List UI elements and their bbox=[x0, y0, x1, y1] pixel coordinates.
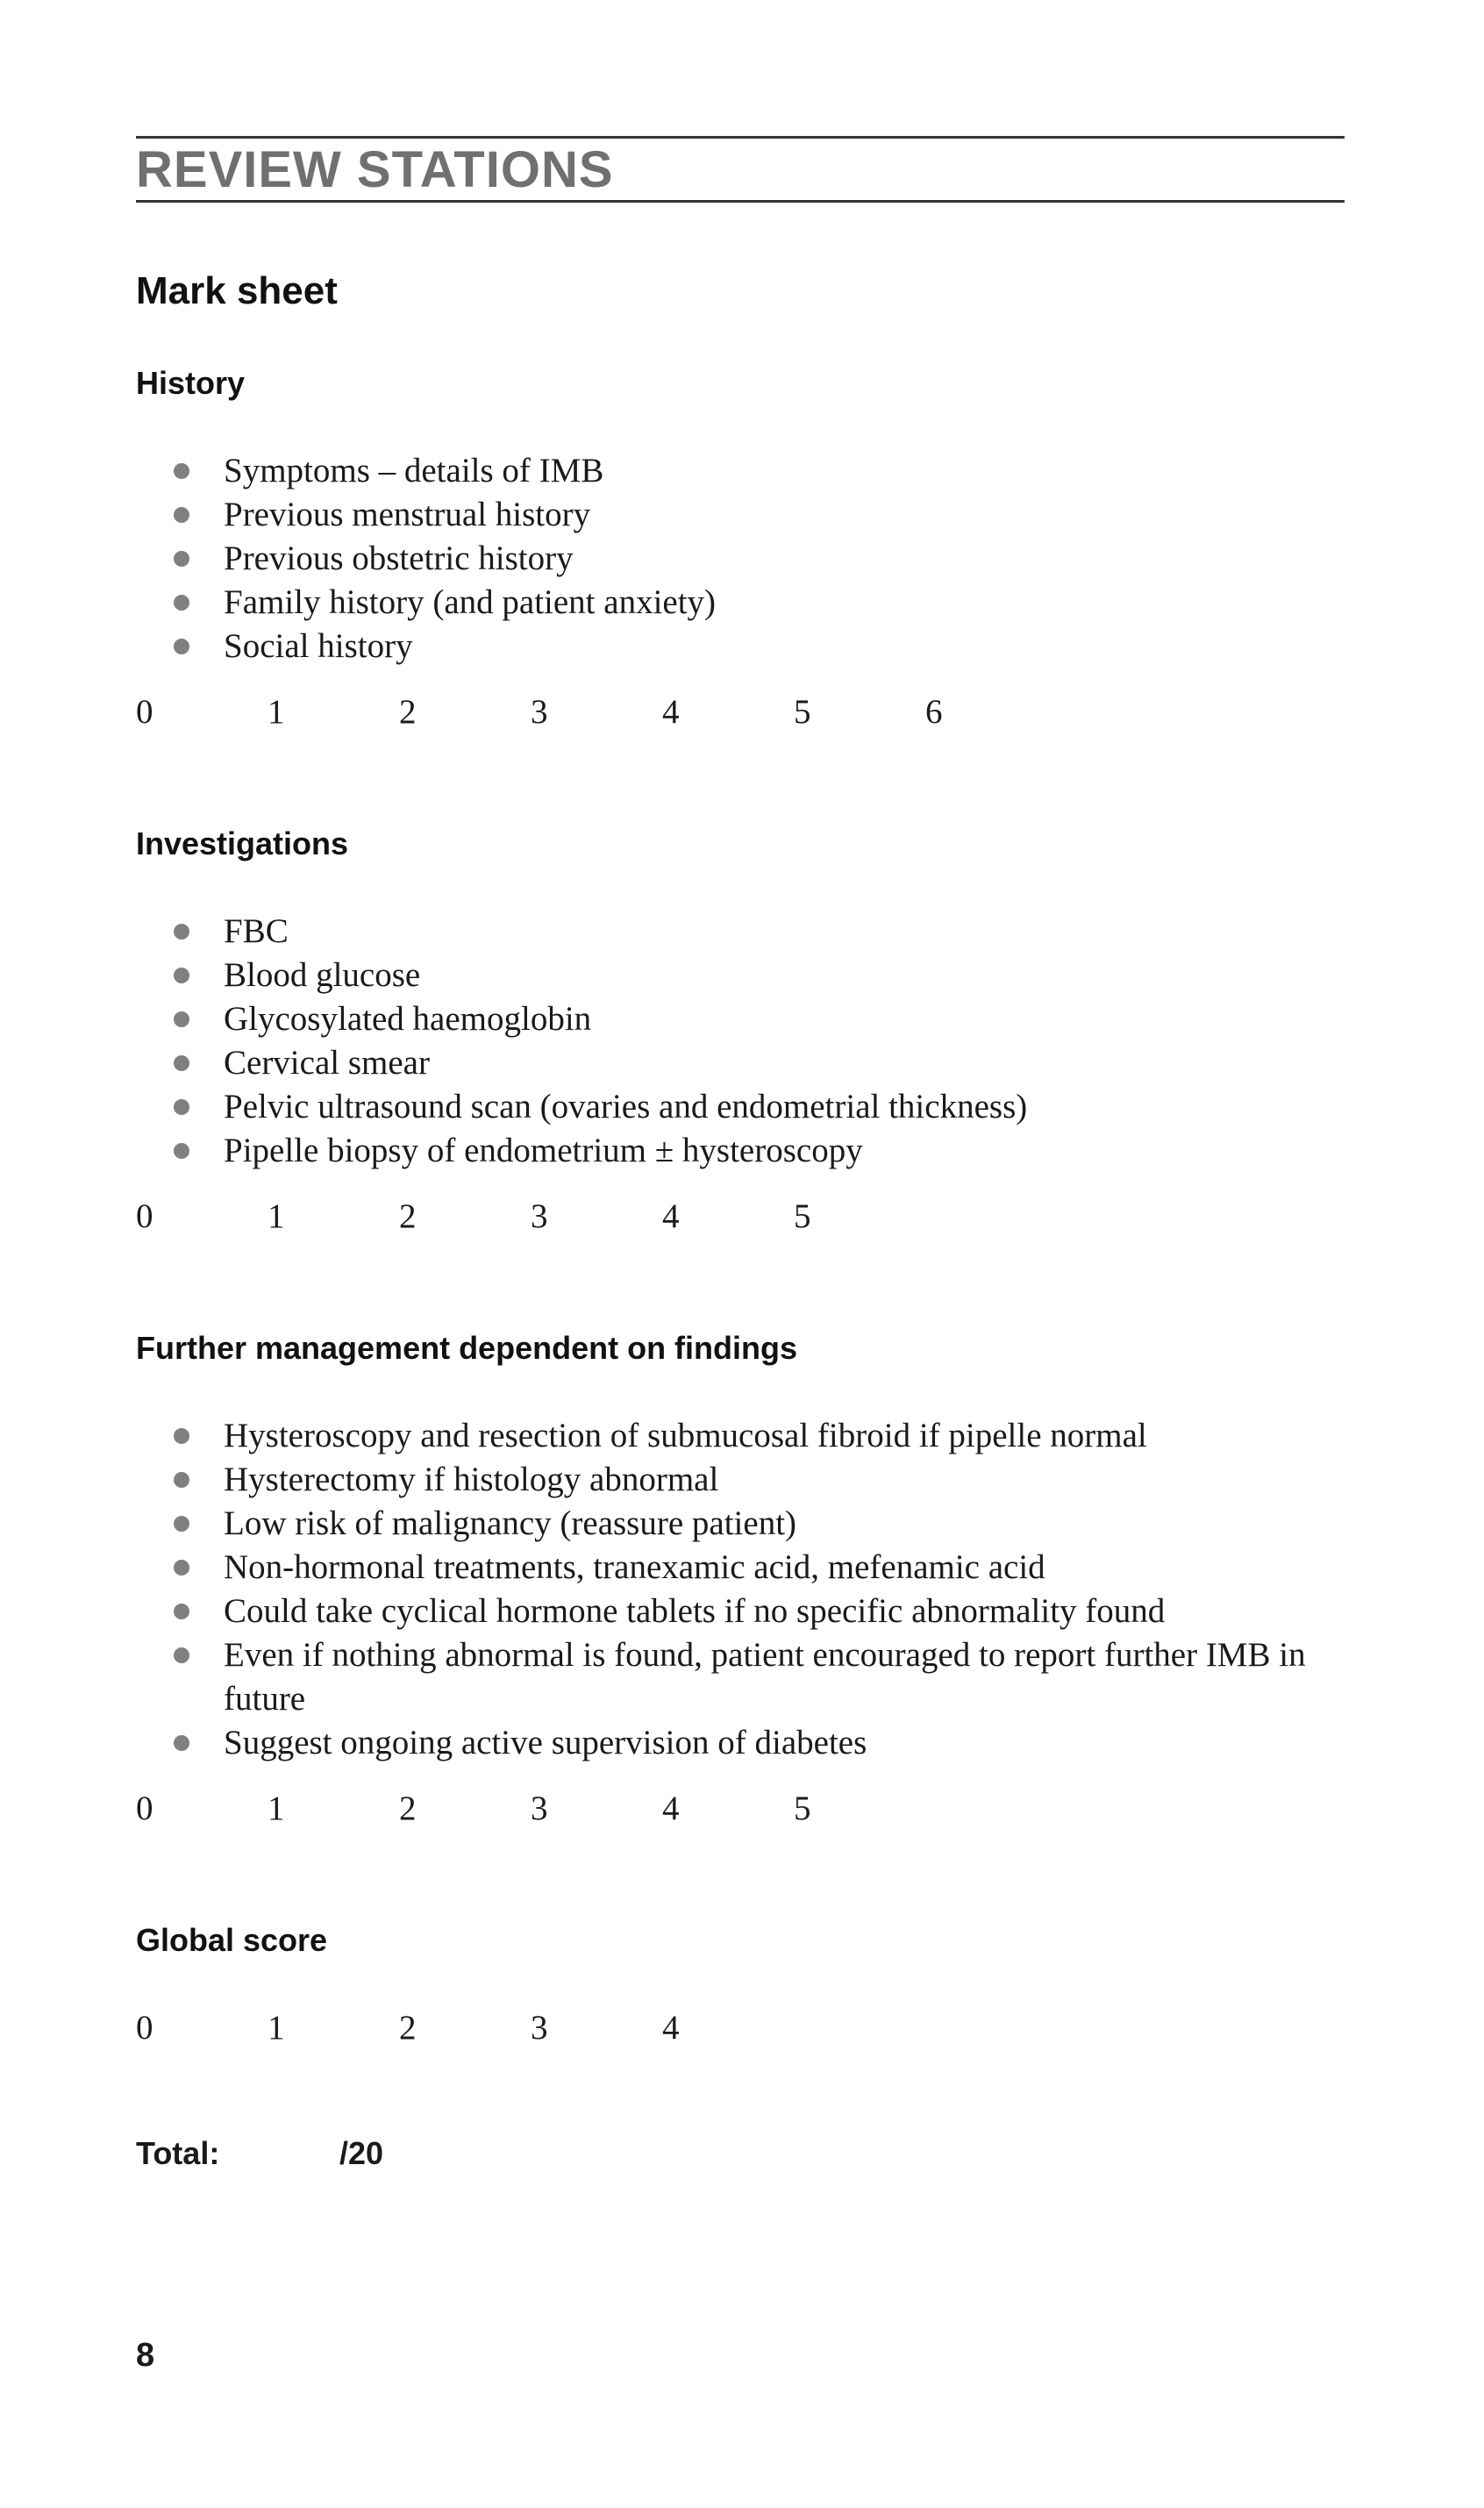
list-item-text: Family history (and patient anxiety) bbox=[224, 583, 717, 621]
list-item-text: FBC bbox=[224, 912, 289, 950]
list-item-text: Pipelle biopsy of endometrium ± hysteroscopy bbox=[224, 1132, 863, 1169]
section-heading-investigations: Investigations bbox=[136, 825, 349, 861]
bullet-icon bbox=[174, 1735, 189, 1751]
list-item bbox=[136, 1546, 1345, 1590]
bullet-icon bbox=[174, 463, 189, 479]
investigations-list bbox=[136, 910, 1345, 1173]
list-item bbox=[136, 493, 1345, 537]
score-option[interactable]: 1 bbox=[268, 1790, 285, 1827]
score-option[interactable]: 0 bbox=[136, 1197, 153, 1235]
bullet-icon bbox=[174, 968, 189, 983]
section-heading-global-score: Global score bbox=[136, 1922, 328, 1958]
list-item-text: Hysteroscopy and resection of submucosal fibroid if pipelle normal bbox=[224, 1417, 1147, 1454]
list-item bbox=[136, 1085, 1345, 1129]
history-list bbox=[136, 449, 1345, 668]
score-option[interactable]: 5 bbox=[794, 693, 811, 731]
page bbox=[136, 0, 1345, 2508]
section-heading-history: History bbox=[136, 365, 246, 401]
list-item-text: Previous menstrual history bbox=[224, 496, 591, 533]
score-option[interactable]: 1 bbox=[268, 1197, 285, 1235]
bullet-icon bbox=[174, 1143, 189, 1159]
list-item-text: Glycosylated haemoglobin bbox=[224, 1000, 592, 1038]
list-item-text: Blood glucose bbox=[224, 956, 421, 994]
list-item bbox=[136, 1458, 1345, 1502]
score-option[interactable]: 0 bbox=[136, 693, 153, 731]
score-option[interactable]: 6 bbox=[925, 693, 943, 731]
bullet-icon bbox=[174, 551, 189, 567]
score-option[interactable]: 3 bbox=[531, 693, 548, 731]
score-option[interactable]: 3 bbox=[531, 1790, 548, 1827]
list-item bbox=[136, 537, 1345, 581]
list-item-text: Pelvic ultrasound scan (ovaries and endometrial thickness) bbox=[224, 1088, 1028, 1125]
score-option[interactable]: 4 bbox=[662, 1790, 680, 1827]
list-item bbox=[136, 1721, 1345, 1765]
score-option[interactable]: 2 bbox=[399, 1790, 417, 1827]
score-option[interactable]: 4 bbox=[662, 1197, 680, 1235]
score-option[interactable]: 4 bbox=[662, 693, 680, 731]
bullet-icon bbox=[174, 1647, 189, 1663]
score-option[interactable]: 3 bbox=[531, 2009, 548, 2047]
list-item bbox=[136, 954, 1345, 997]
total-label: Total: bbox=[136, 2135, 220, 2171]
list-item-text: Low risk of malignancy (reassure patient) bbox=[224, 1504, 797, 1542]
section-heading-further-management: Further management dependent on findings bbox=[136, 1330, 798, 1366]
score-option[interactable]: 1 bbox=[268, 2009, 285, 2047]
list-item bbox=[136, 997, 1345, 1041]
header-rule-bottom bbox=[136, 200, 1345, 203]
further-management-list bbox=[136, 1414, 1345, 1765]
list-item bbox=[136, 1414, 1345, 1458]
list-item bbox=[136, 449, 1345, 493]
list-item-text: Suggest ongoing active supervision of diabetes bbox=[224, 1724, 867, 1761]
list-item-text: Hysterectomy if histology abnormal bbox=[224, 1461, 719, 1498]
investigations-score-row bbox=[136, 1195, 1345, 1239]
score-option[interactable]: 2 bbox=[399, 693, 417, 731]
list-item-text: Even if nothing abnormal is found, patient encouraged to report further IMB in future bbox=[224, 1636, 1306, 1718]
bullet-icon bbox=[174, 924, 189, 940]
further-management-score-row bbox=[136, 1787, 1345, 1831]
bullet-icon bbox=[174, 1516, 189, 1532]
list-item bbox=[136, 910, 1345, 954]
score-option[interactable]: 5 bbox=[794, 1197, 811, 1235]
bullet-icon bbox=[174, 1560, 189, 1576]
bullet-icon bbox=[174, 1099, 189, 1115]
bullet-icon bbox=[174, 1604, 189, 1619]
score-option[interactable]: 2 bbox=[399, 2009, 417, 2047]
bullet-icon bbox=[174, 1011, 189, 1027]
list-item-text: Non-hormonal treatments, tranexamic acid, mefenamic acid bbox=[224, 1548, 1045, 1586]
mark-sheet-title: Mark sheet bbox=[136, 269, 338, 312]
list-item-text: Could take cyclical hormone tablets if no specific abnormality found bbox=[224, 1592, 1166, 1630]
global-score-row bbox=[136, 2006, 1345, 2050]
bullet-icon bbox=[174, 595, 189, 611]
list-item-text: Symptoms – details of IMB bbox=[224, 452, 604, 489]
bullet-icon bbox=[174, 1055, 189, 1071]
bullet-icon bbox=[174, 1472, 189, 1488]
list-item bbox=[136, 1633, 1345, 1721]
list-item bbox=[136, 1590, 1345, 1633]
page-number: 8 bbox=[136, 2337, 155, 2374]
list-item bbox=[136, 1041, 1345, 1085]
bullet-icon bbox=[174, 507, 189, 523]
bullet-icon bbox=[174, 1428, 189, 1444]
history-score-row bbox=[136, 690, 1345, 734]
list-item-text: Previous obstetric history bbox=[224, 539, 574, 577]
bullet-icon bbox=[174, 639, 189, 654]
score-option[interactable]: 3 bbox=[531, 1197, 548, 1235]
running-header-title: REVIEW STATIONS bbox=[136, 141, 614, 198]
list-item bbox=[136, 1129, 1345, 1173]
score-option[interactable]: 4 bbox=[662, 2009, 680, 2047]
score-option[interactable]: 0 bbox=[136, 2009, 153, 2047]
list-item bbox=[136, 581, 1345, 625]
total-value: /20 bbox=[339, 2135, 384, 2171]
score-option[interactable]: 5 bbox=[794, 1790, 811, 1827]
score-option[interactable]: 1 bbox=[268, 693, 285, 731]
list-item bbox=[136, 1502, 1345, 1546]
list-item-text: Cervical smear bbox=[224, 1044, 430, 1082]
list-item-text: Social history bbox=[224, 627, 413, 665]
score-option[interactable]: 0 bbox=[136, 1790, 153, 1827]
score-option[interactable]: 2 bbox=[399, 1197, 417, 1235]
list-item bbox=[136, 625, 1345, 668]
